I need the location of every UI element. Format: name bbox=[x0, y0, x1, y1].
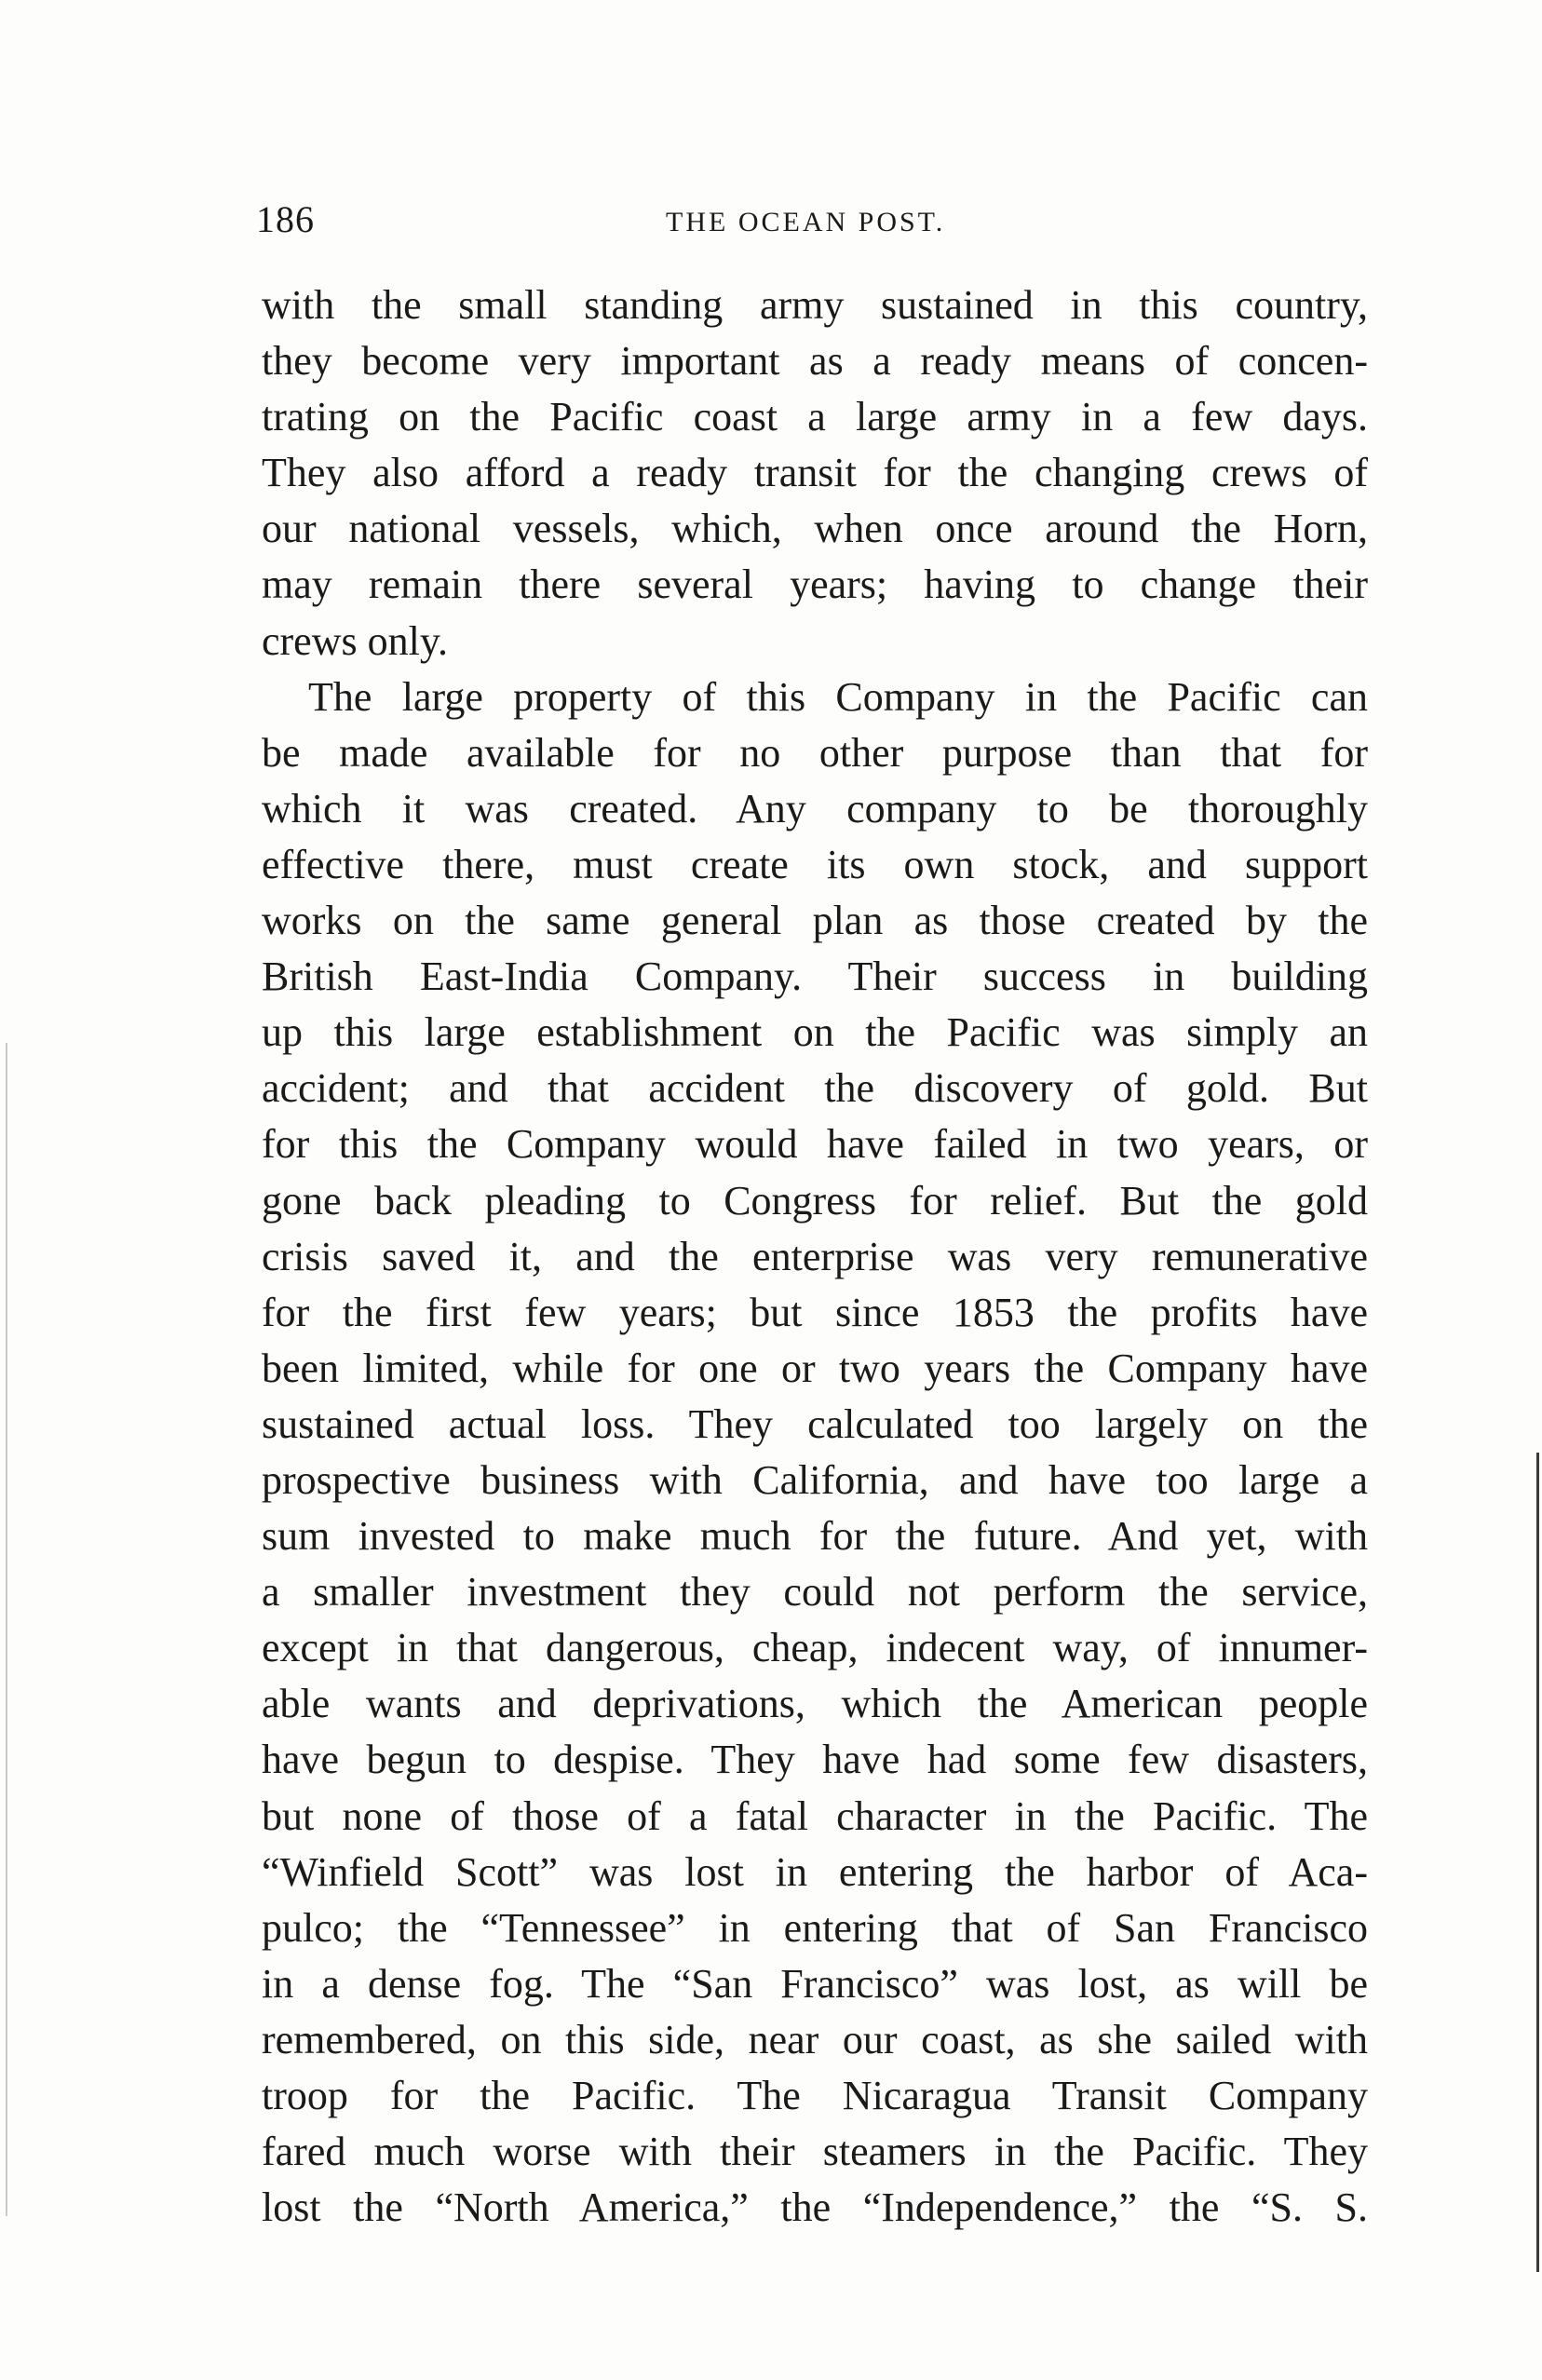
text-line: effective there, must create its own stock, and support bbox=[262, 841, 1368, 887]
text-line: but none of those of a fatal character in the Pacific. The bbox=[262, 1792, 1368, 1839]
text-line: gone back pleading to Congress for relief. But the gold bbox=[262, 1177, 1368, 1224]
text-line: a smaller investment they could not perform the service, bbox=[262, 1569, 1368, 1616]
text-line: crisis saved it, and the enterprise was very remunerative bbox=[262, 1233, 1368, 1279]
text-line: sustained actual loss. They calculated too largely on the bbox=[262, 1400, 1368, 1447]
text-line: accident; and that accident the discovery of gold. But bbox=[262, 1065, 1368, 1112]
text-line: for this the Company would have failed in two years, or bbox=[262, 1121, 1368, 1168]
text-line: been limited, while for one or two years the Company have bbox=[262, 1345, 1368, 1391]
text-line: except in that dangerous, cheap, indecent way, of innumer- bbox=[262, 1625, 1368, 1671]
text-line: have begun to despise. They have had some few disasters, bbox=[262, 1737, 1368, 1783]
text-line: crews only. bbox=[262, 617, 448, 664]
page-header bbox=[256, 197, 1373, 253]
text-line: which it was created. Any company to be thoroughly bbox=[262, 785, 1368, 832]
right-edge-shadow bbox=[1536, 1453, 1539, 2272]
text-line: able wants and deprivations, which the American people bbox=[262, 1681, 1368, 1727]
text-line: pulco; the “Tennessee” in entering that of San Francisco bbox=[262, 1904, 1368, 1951]
text-line: may remain there several years; having to change their bbox=[262, 561, 1368, 608]
page-number: 186 bbox=[256, 198, 315, 240]
left-margin-shadow bbox=[6, 1043, 7, 2216]
text-line: they become very important as a ready means of concen- bbox=[262, 338, 1368, 385]
text-line: lost the “North America,” the “Independence,” the “S. S. bbox=[262, 2184, 1368, 2231]
text-line: trating on the Pacific coast a large army in a few days. bbox=[262, 394, 1368, 440]
text-line: troop for the Pacific. The Nicaragua Transit Company bbox=[262, 2073, 1368, 2118]
text-line: be made available for no other purpose than that for bbox=[262, 729, 1368, 776]
text-line: remembered, on this side, near our coast, as she sailed with bbox=[262, 2016, 1368, 2062]
text-line: works on the same general plan as those created by the bbox=[262, 898, 1368, 944]
text-line: They also afford a ready transit for the changing crews of bbox=[262, 450, 1368, 496]
text-line: fared much worse with their steamers in the Pacific. They bbox=[262, 2129, 1368, 2175]
text-line: for the first few years; but since 1853 the profits have bbox=[262, 1289, 1368, 1335]
text-line: with the small standing army sustained in this country, bbox=[262, 282, 1368, 328]
text-line: up this large establishment on the Pacific was simply an bbox=[262, 1009, 1368, 1056]
text-line: prospective business with California, and have too large a bbox=[262, 1456, 1368, 1503]
text-line: “Winfield Scott” was lost in entering the harbor of Aca- bbox=[262, 1848, 1368, 1895]
text-line: British East-India Company. Their success in building bbox=[262, 953, 1368, 1000]
body-text bbox=[262, 277, 1368, 2236]
paragraph-start-line: The large property of this Company in the Pacific can bbox=[308, 673, 1368, 720]
text-line: sum invested to make much for the future. And yet, with bbox=[262, 1513, 1368, 1560]
running-head: THE OCEAN POST. bbox=[666, 207, 946, 237]
text-line: our national vessels, which, when once around the Horn, bbox=[262, 506, 1368, 552]
text-line: in a dense fog. The “San Francisco” was lost, as will be bbox=[262, 1960, 1368, 2007]
